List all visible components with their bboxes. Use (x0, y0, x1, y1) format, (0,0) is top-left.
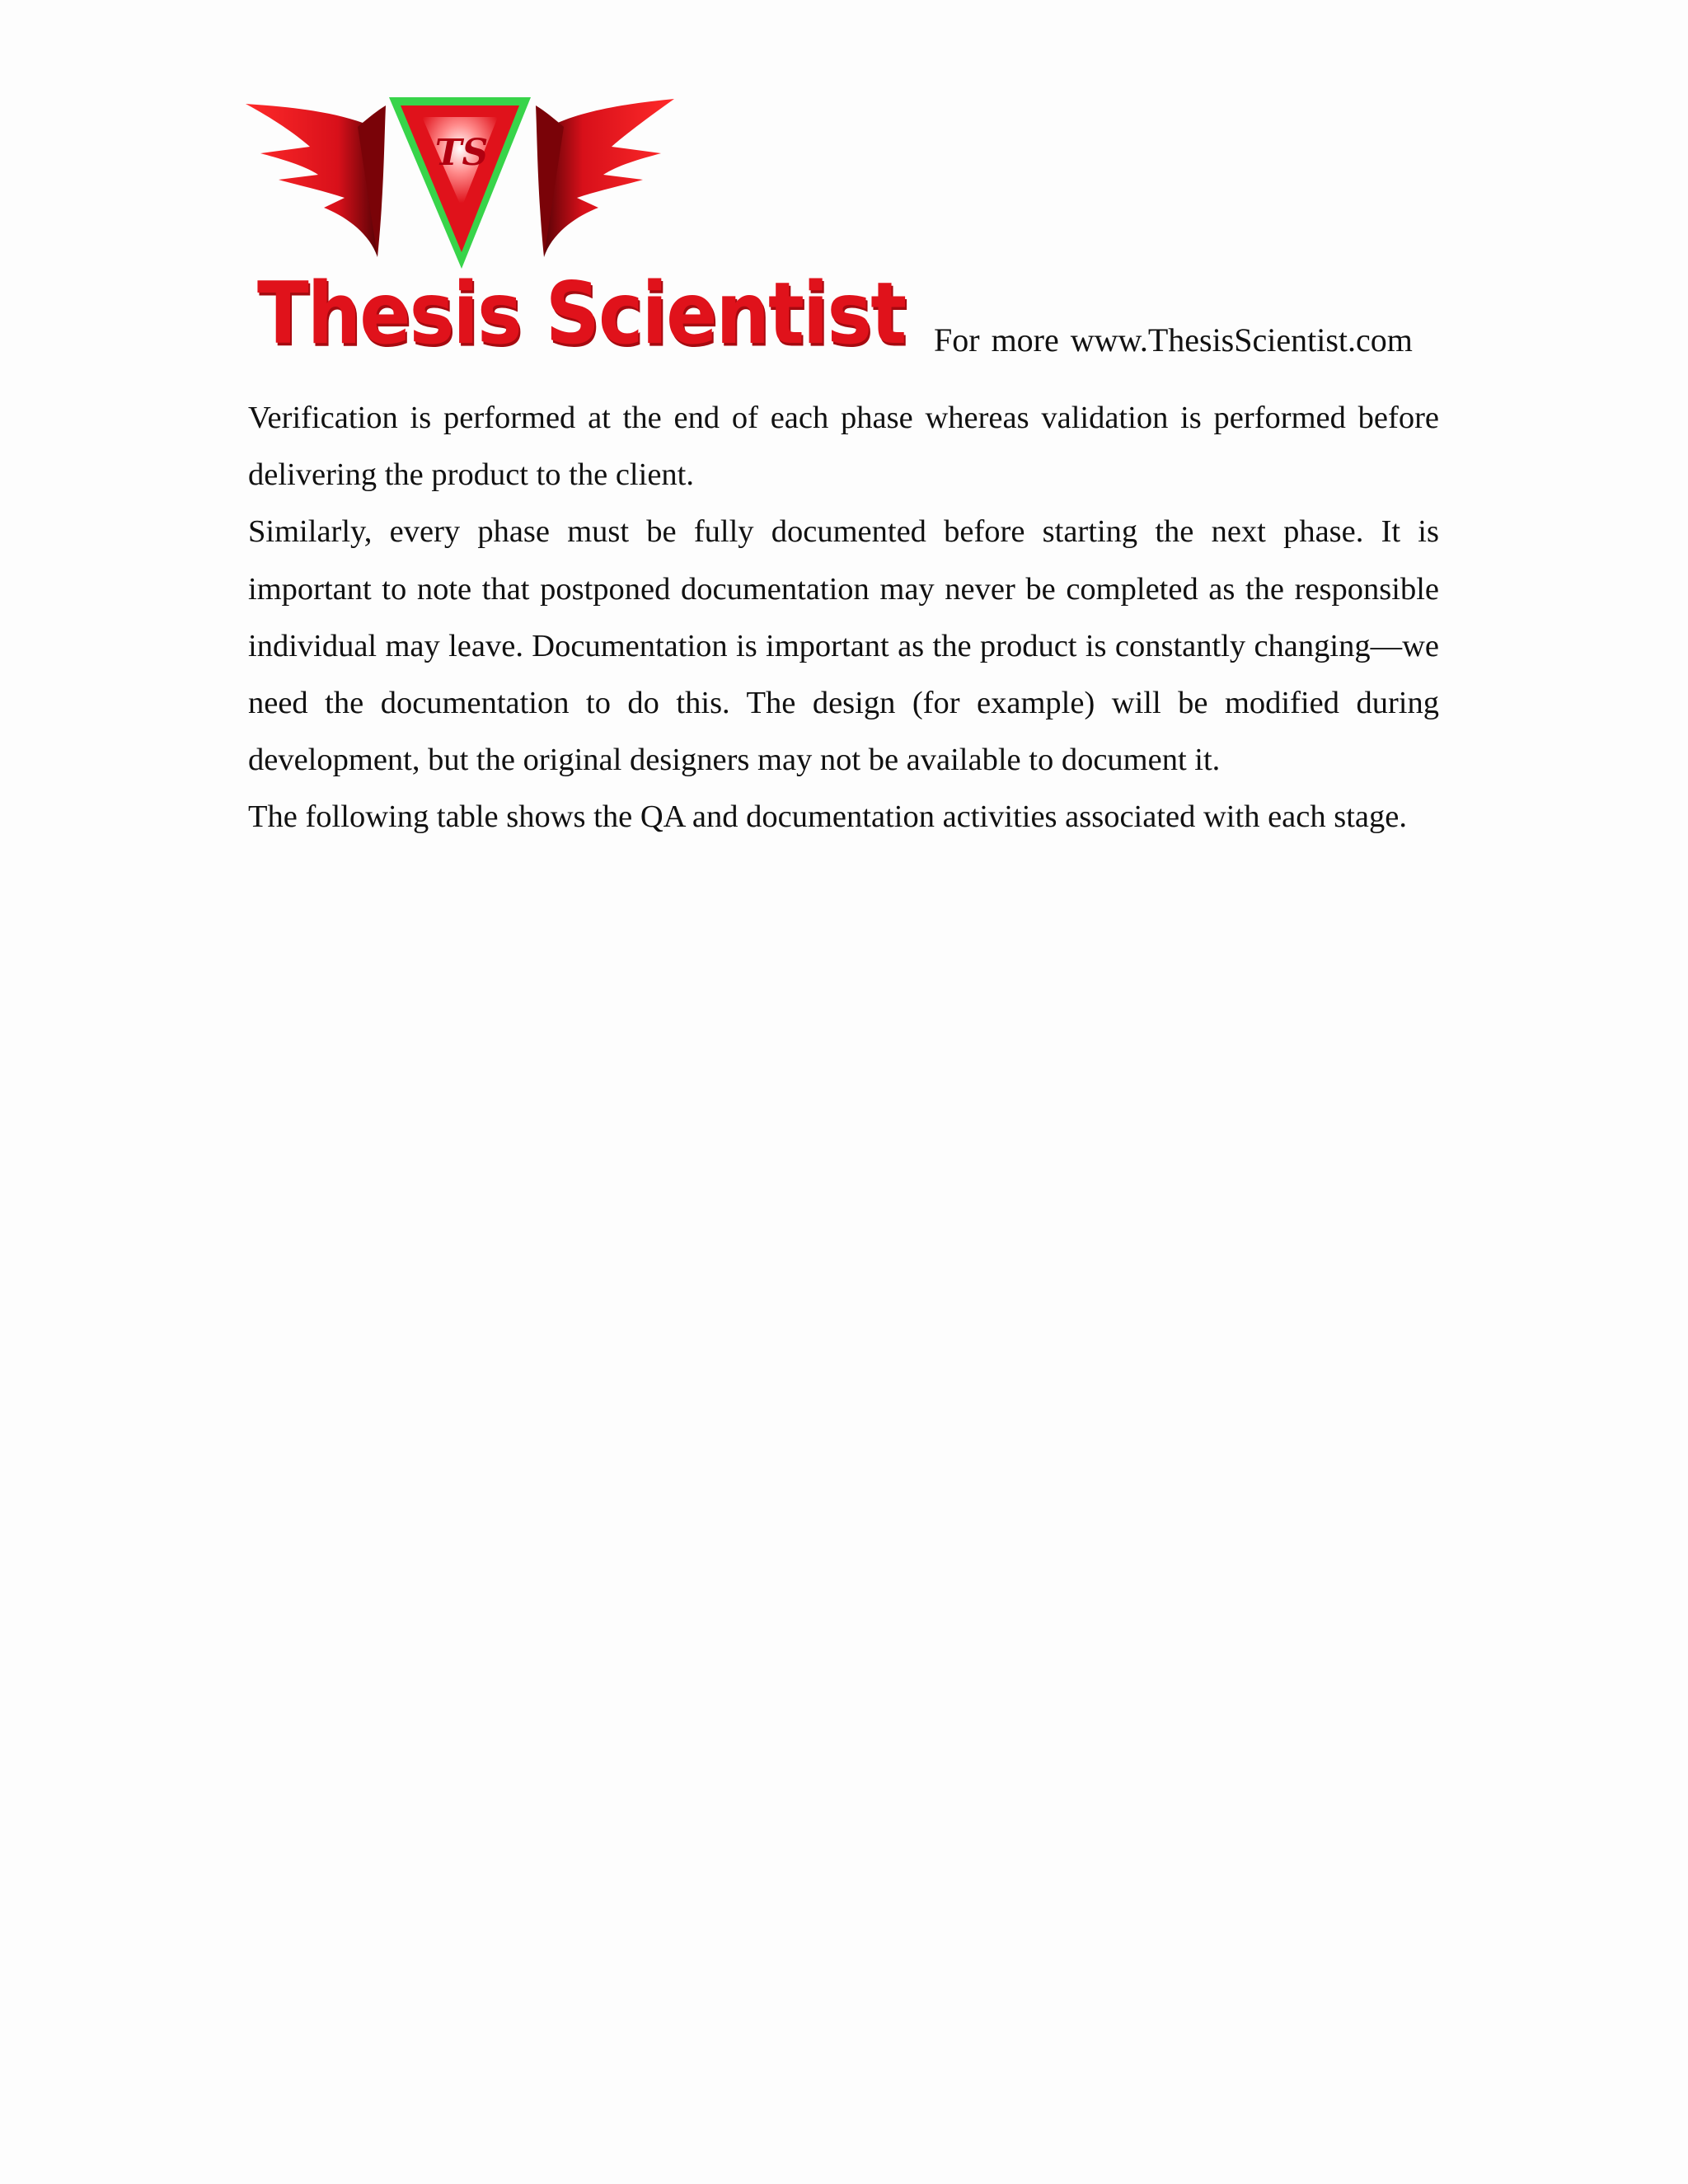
document-body (248, 390, 1439, 846)
thesis-scientist-logo (246, 92, 906, 368)
logo-wordmark: Thesis Scientist (257, 265, 906, 363)
left-wing (246, 104, 386, 257)
paragraph: Verification is performed at the end of each phase whereas validation is performed before delivering the product to the client. (248, 401, 1439, 493)
ts-monogram: TS (434, 132, 489, 174)
header-website-link[interactable]: For more www.ThesisScientist.com (934, 321, 1413, 359)
right-wing (536, 99, 674, 257)
paragraph: The following table shows the QA and documentation activities associated with each stage. (248, 799, 1407, 835)
paragraph: Similarly, every phase must be fully documented before starting the next phase. It is important to note that postponed documentation may never be completed as the responsible individual may leave. Documentation is important as the product is constantly changing—we need the documentation to do this. The design (for example) will be modified during development, but the original designers may not be available to document it. (248, 514, 1439, 778)
triangle-emblem (389, 97, 531, 269)
